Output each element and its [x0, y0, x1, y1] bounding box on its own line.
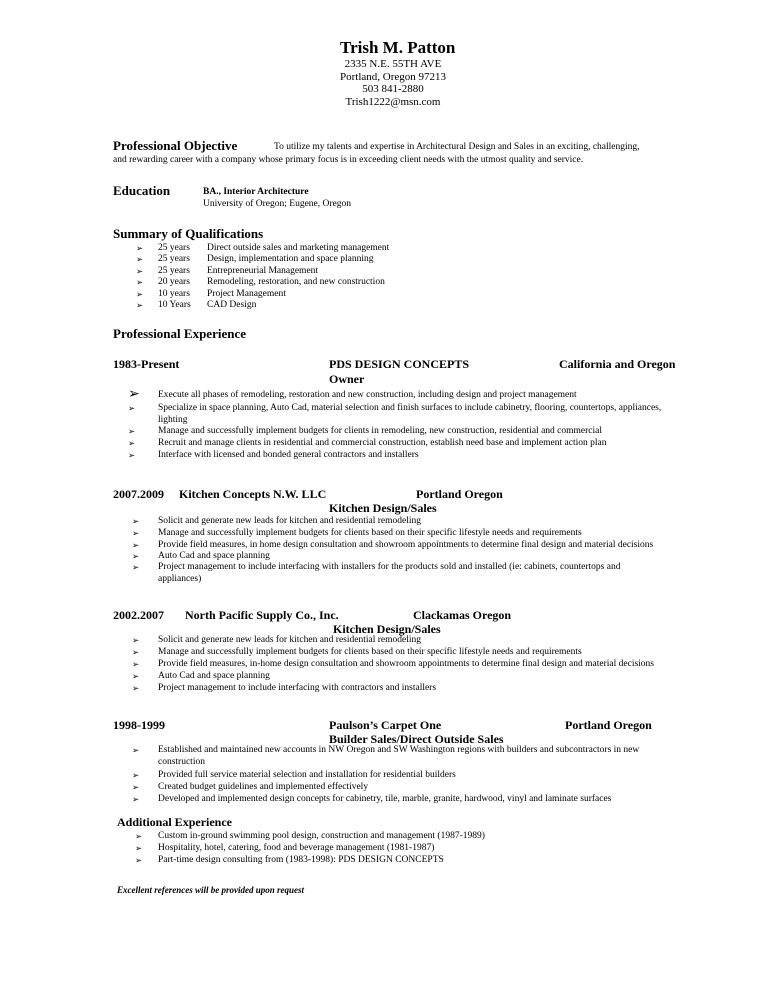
- bullet-icon: ➢: [132, 794, 140, 804]
- qualifications-heading: Summary of Qualifications: [113, 226, 264, 241]
- bullet-icon: ➢: [128, 403, 136, 413]
- education-school: University of Oregon; Eugene, Oregon: [203, 199, 352, 209]
- bullet-icon: ➢: [136, 243, 144, 253]
- bullet-icon: ➢: [128, 438, 136, 448]
- bullet-icon: ➢: [136, 254, 144, 264]
- additional-item: Part-time design consulting from (1983-1998): PDS DESIGN CONCEPTS: [158, 855, 444, 865]
- qualification-skill: Direct outside sales and marketing management: [207, 243, 390, 253]
- job-bullet-text: Manage and successfully implement budgets for clients based on their specific lifestyle needs and requirements: [158, 647, 582, 657]
- job-bullet-text: Provide field measures, in home design consultation and showroom appointments to determine final design and material decisions: [158, 540, 654, 550]
- job-bullet-text: Established and maintained new accounts in NW Oregon and SW Washington regions with builders and subcontractors in new construction: [158, 745, 640, 767]
- contact-block: [318, 58, 468, 108]
- job-bullet-text: Project management to include interfacing with contractors and installers: [158, 683, 437, 693]
- job-dates: 1983-Present: [113, 357, 180, 371]
- job-title: Kitchen Design/Sales: [329, 501, 437, 515]
- bullet-icon: ➢: [132, 516, 140, 526]
- bullet-icon: ➢: [136, 289, 144, 299]
- job-title: Kitchen Design/Sales: [333, 622, 441, 636]
- job-company: Kitchen Concepts N.W. LLC: [179, 487, 327, 501]
- qualification-years: 25 years: [158, 243, 190, 253]
- bullet-icon: ➢: [132, 528, 140, 538]
- job-bullet-text: Auto Cad and space planning: [158, 671, 270, 681]
- job-location: Portland Oregon: [565, 718, 652, 732]
- bullet-icon: ➢: [132, 683, 140, 693]
- qualification-years: 10 years: [158, 289, 190, 299]
- job-dates: 2007.2009: [113, 487, 164, 501]
- job-bullet-text: Manage and successfully implement budgets for clients in remodeling, new construction, residential and commercial: [158, 426, 602, 436]
- email: Trish1222@msn.com: [345, 95, 441, 108]
- job-location: Portland Oregon: [416, 487, 503, 501]
- bullet-icon: ➢: [135, 843, 143, 853]
- objective-text-2: and rewarding career with a company whose primary focus is in exceeding client needs with the utmost quality and service.: [113, 155, 584, 165]
- job-company: North Pacific Supply Co., Inc.: [185, 608, 339, 622]
- bullet-icon: ➢: [136, 300, 144, 310]
- job-bullet-text: Execute all phases of remodeling, restoration and new construction, including design and project management: [158, 390, 577, 400]
- bullet-icon: ➢: [132, 770, 140, 780]
- references-note: Excellent references will be provided upon request: [117, 885, 304, 895]
- resume-name: Trish M. Patton: [340, 38, 456, 57]
- bullet-icon: ➢: [128, 450, 136, 460]
- bullet-icon: ➢: [135, 855, 143, 865]
- qualification-skill: Design, implementation and space planning: [207, 254, 374, 264]
- job-bullet-text: Manage and successfully implement budgets for clients based on their specific lifestyle needs and requirements: [158, 528, 582, 538]
- job-dates: 1998-1999: [113, 718, 165, 732]
- job-bullet-text: Created budget guidelines and implemented effectively: [158, 782, 369, 792]
- bullet-icon: ➢: [132, 671, 140, 681]
- bullet-icon: ➢: [132, 782, 140, 792]
- objective-heading: Professional Objective: [113, 138, 238, 153]
- bullet-icon: ➢: [132, 540, 140, 550]
- bullet-icon: ➢: [132, 551, 140, 561]
- job-company: PDS DESIGN CONCEPTS: [329, 357, 470, 371]
- job-bullet-text: Specialize in space planning, Auto Cad, material selection and finish surfaces to include cabinetry, flooring, countertops, appliances, lighting: [158, 403, 662, 425]
- bullet-icon: ➢: [132, 647, 140, 657]
- objective-text-1: To utilize my talents and expertise in Architectural Design and Sales in an exciting, challenging,: [274, 142, 640, 152]
- job-bullet-text: Solicit and generate new leads for kitchen and residential remodeling: [158, 516, 422, 526]
- job-bullet-text: Interface with licensed and bonded general contractors and installers: [158, 450, 419, 460]
- bullet-icon: ➢: [132, 562, 140, 572]
- bullet-icon: ➢: [128, 426, 136, 436]
- job-bullet-text: Developed and implemented design concepts for cabinetry, tile, marble, granite, hardwood, vinyl and laminate surfaces: [158, 794, 612, 804]
- qualification-years: 25 years: [158, 266, 190, 276]
- additional-item: Hospitality, hotel, catering, food and beverage management (1981-1987): [158, 843, 435, 853]
- job-bullet-text: Recruit and manage clients in residential and commercial construction, establish need base and implement action plan: [158, 438, 607, 448]
- qualification-skill: Project Management: [207, 289, 286, 299]
- additional-heading: Additional Experience: [117, 815, 233, 829]
- bullet-icon: ➢: [132, 659, 140, 669]
- experience-heading: Professional Experience: [113, 326, 246, 341]
- bullet-icon: ➢: [128, 387, 140, 402]
- qualification-skill: Entrepreneurial Management: [207, 266, 319, 276]
- qualification-years: 10 Years: [158, 300, 191, 310]
- bullet-icon: ➢: [136, 277, 144, 287]
- job-location: California and Oregon: [559, 357, 676, 371]
- qualification-skill: Remodeling, restoration, and new construction: [207, 277, 385, 287]
- bullet-icon: ➢: [132, 635, 140, 645]
- address-line-1: 2335 N.E. 55TH AVE: [344, 58, 442, 70]
- job-title: Builder Sales/Direct Outside Sales: [329, 732, 504, 746]
- job-bullet-text: Project management to include interfacing with installers for the products sold and installed (ie: cabinets, countertops and appliances): [158, 562, 621, 584]
- job-location: Clackamas Oregon: [413, 608, 512, 622]
- qualification-years: 20 years: [158, 277, 190, 287]
- job-title: Owner: [329, 372, 365, 386]
- bullet-icon: ➢: [136, 266, 144, 276]
- bullet-icon: ➢: [135, 831, 143, 841]
- job-bullet-text: Solicit and generate new leads for kitchen and residential remodeling: [158, 635, 422, 645]
- education-degree: BA., Interior Architecture: [203, 187, 309, 197]
- address-line-2: Portland, Oregon 97213: [339, 70, 446, 83]
- job-bullet-text: Provide field measures, in-home design consultation and showroom appointments to determine final design and material decisions: [158, 659, 654, 669]
- job-company: Paulson’s Carpet One: [329, 718, 442, 732]
- job-bullet-text: Provided full service material selection and installation for residential builders: [158, 770, 456, 780]
- qualification-skill: CAD Design: [207, 300, 257, 310]
- education-heading: Education: [113, 183, 171, 198]
- job-bullet-text: Auto Cad and space planning: [158, 551, 270, 561]
- additional-item: Custom in-ground swimming pool design, construction and management (1987-1989): [158, 831, 485, 841]
- bullet-icon: ➢: [132, 745, 140, 755]
- phone: 503 841-2880: [362, 83, 424, 95]
- qualification-years: 25 years: [158, 254, 190, 264]
- job-dates: 2002.2007: [113, 608, 164, 622]
